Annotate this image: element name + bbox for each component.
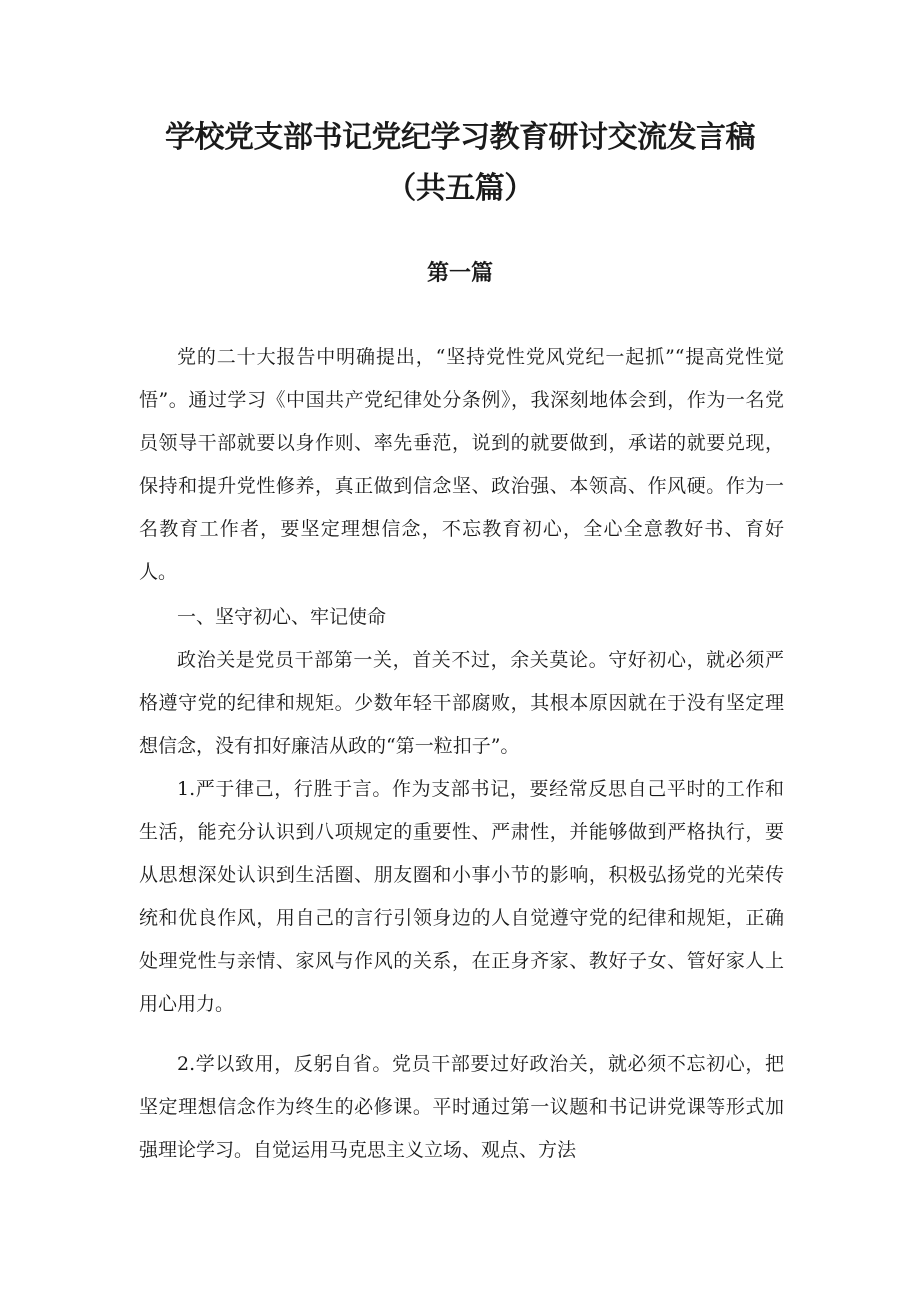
section-heading: 第一篇 [426,260,493,286]
paragraph-intro: 党的二十大报告中明确提出，“坚持党性党风党纪一起抓”“提高党性觉悟”。通过学习《中国共产党纪律处分条例》，我深刻地体会到，作为一名党员领导干部就要以身作则、率先垂范，说到的就要做到，承诺的就要兑现，保持和提升党性修养，真正做到信念坚、政治强、本领高、作风硬。作为一名教育工作者，要坚定理想信念，不忘教育初心，全心全意教好书、育好人。 [139,346,784,583]
subheading-one: 一、坚守初心、牢记使命 [177,606,387,628]
paragraph-political: 政治关是党员干部第一关，首关不过，余关莫论。守好初心，就必须严格遵守党的纪律和规矩。少数年轻干部腐败，其根本原因就在于没有坚定理想信念，没有扣好廉洁从政的“第一粒扣子”。 [139,649,784,757]
paragraph-item-2: 2.学以致用，反躬自省。党员干部要过好政治关，就必须不忘初心，把坚定理想信念作为终生的必修课。平时通过第一议题和书记讲党课等形式加强理论学习。自觉运用马克思主义立场、观点、方法 [139,1053,784,1161]
paragraph-item-1: 1.严于律己，行胜于言。作为支部书记，要经常反思自己平时的工作和生活，能充分认识到八项规定的重要性、严肃性，并能够做到严格执行，要从思想深处认识到生活圈、朋友圈和小事小节的影响，积极弘扬党的光荣传统和优良作风，用自己的言行引领身边的人自觉遵守党的纪律和规矩，正确处理党性与亲情、家风与作风的关系，在正身齐家、教好子女、管好家人上用心用力。 [139,778,784,1015]
document-title: 学校党支部书记党纪学习教育研讨交流发言稿 [165,120,755,155]
document-subtitle: （共五篇） [386,171,534,206]
